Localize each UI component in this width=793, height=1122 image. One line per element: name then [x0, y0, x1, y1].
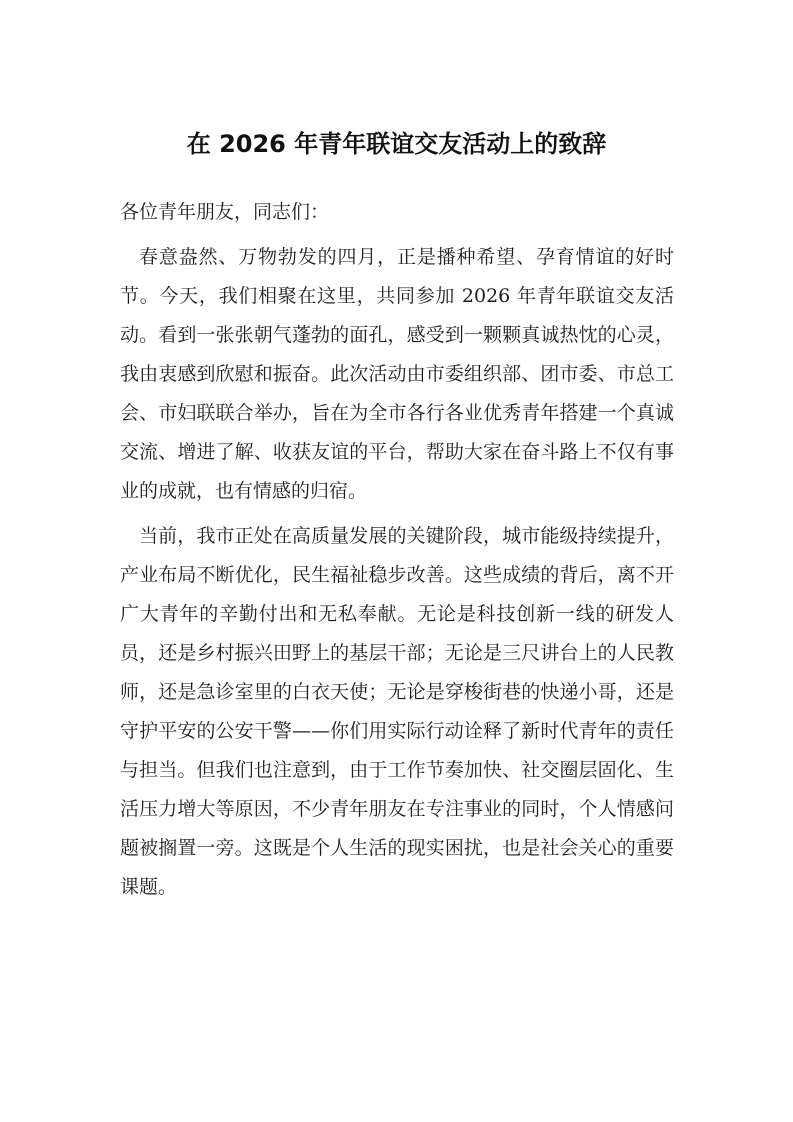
paragraph-1: 春意盎然、万物勃发的四月，正是播种希望、孕育情谊的好时节。今天，我们相聚在这里，共同参加 2026 年青年联谊交友活动。看到一张张朝气蓬勃的面孔，感受到一颗颗真诚热忱的心灵，我由衷感到欣慰和振奋。此次活动由市委组织部、团市委、市总工会、市妇联联合举办，旨在为全市各行各业优秀青年搭建一个真诚交流、增进了解、收获友谊的平台，帮助大家在奋斗路上不仅有事业的成就，也有情感的归宿。 [120, 246, 674, 502]
document-body [120, 193, 674, 913]
paragraph-2: 当前，我市正处在高质量发展的关键阶段，城市能级持续提升，产业布局不断优化，民生福祉稳步改善。这些成绩的背后，离不开广大青年的辛勤付出和无私奉献。无论是科技创新一线的研发人员，还是乡村振兴田野上的基层干部；无论是三尺讲台上的人民教师，还是急诊室里的白衣天使；无论是穿梭街巷的快递小哥，还是守护平安的公安干警——你们用实际行动诠释了新时代青年的责任与担当。但我们也注意到，由于工作节奏加快、社交圈层固化、生活压力增大等原因，不少青年朋友在专注事业的同时，个人情感问题被搁置一旁。这既是个人生活的现实困扰，也是社会关心的重要课题。 [120, 525, 674, 898]
salutation: 各位青年朋友，同志们： [120, 201, 330, 223]
document-title: 在 2026 年青年联谊交友活动上的致辞 [186, 130, 607, 158]
